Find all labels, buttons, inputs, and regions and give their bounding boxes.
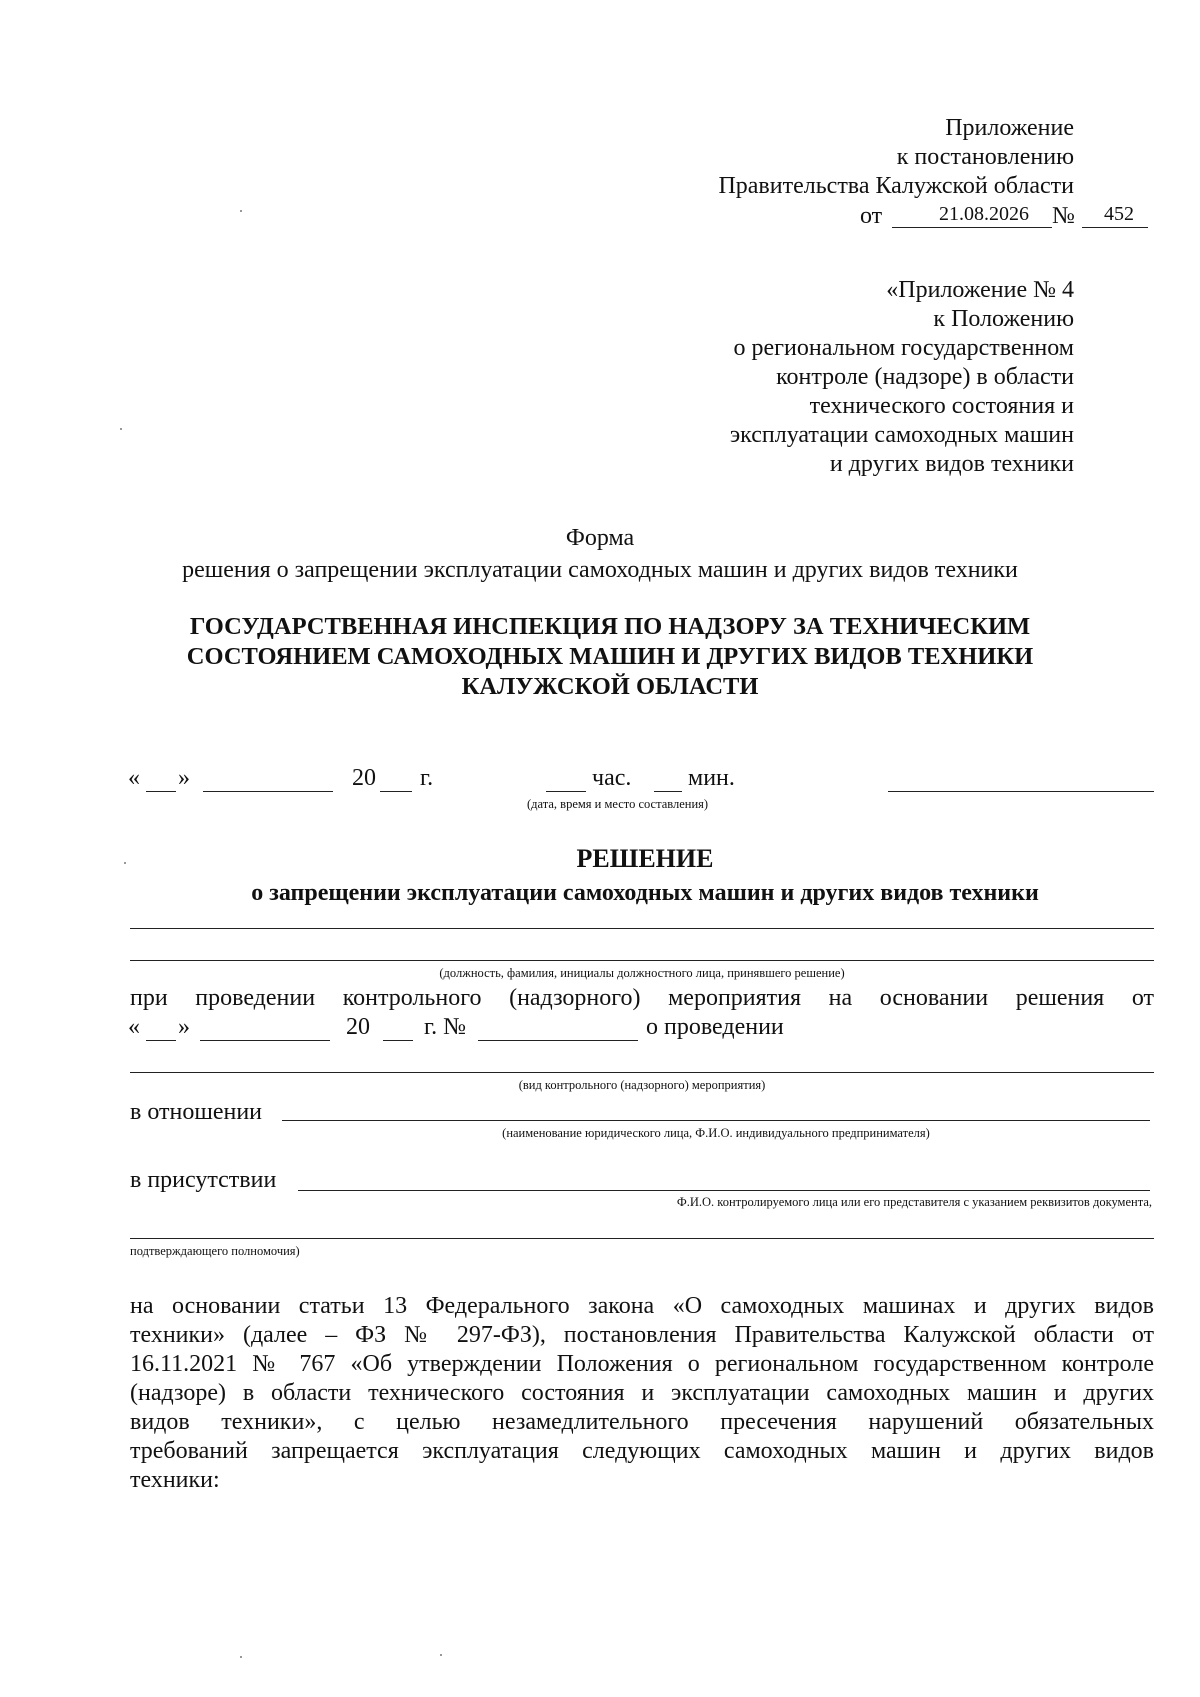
body-line-6: требований запрещается эксплуатация следующих самоходных машин и других видов <box>130 1438 1154 1464</box>
presence-caption-2: подтверждающего полномочия) <box>130 1244 300 1258</box>
basis-number-blank <box>478 1040 638 1041</box>
hours-blank <box>546 791 586 792</box>
body-line-3: 16.11.2021 № 767 «Об утверждении Положения о региональном государственном контроле <box>130 1351 1154 1377</box>
date-time-row <box>0 765 1200 825</box>
basis-end: о проведении <box>646 1014 784 1040</box>
appendix-line-2: к Положению <box>933 306 1074 332</box>
date-time-caption: (дата, время и место составления) <box>527 797 709 811</box>
number-prefix: № <box>1052 203 1075 229</box>
org-title-line-1: ГОСУДАРСТВЕННАЯ ИНСПЕКЦИЯ ПО НАДЗОРУ ЗА ТЕХНИЧЕСКИМ <box>189 613 1031 640</box>
body-line-5: видов техники», с целью незамедлительного пресечения нарушений обязательных <box>130 1409 1154 1435</box>
presence-blank <box>298 1190 1150 1191</box>
date-quote-open: « <box>128 765 140 791</box>
year-suffix: г. <box>420 765 434 791</box>
basis-day-blank <box>146 1040 176 1041</box>
day-blank <box>146 791 176 792</box>
decision-title: РЕШЕНИЕ <box>576 844 714 873</box>
scan-speck <box>240 1656 242 1658</box>
year-prefix: 20 <box>352 765 376 791</box>
form-caption <box>130 522 1070 586</box>
scan-speck <box>240 210 242 212</box>
basis-line-1 <box>130 984 1154 1013</box>
header-date-row <box>860 200 1160 232</box>
basis-month-blank <box>200 1040 330 1041</box>
date-quote-close: » <box>178 765 190 791</box>
body-line-2: техники» (далее – ФЗ № 297-ФЗ), постановления Правительства Калужской области от <box>130 1322 1154 1348</box>
month-blank <box>203 791 333 792</box>
hours-label: час. <box>592 765 632 791</box>
header-block <box>718 114 1074 201</box>
header-line-3: Правительства Калужской области <box>718 173 1074 199</box>
appendix-block <box>730 276 1074 479</box>
regarding-label: в отношении <box>130 1099 263 1125</box>
basis-line-2 <box>0 1014 1200 1046</box>
regarding-caption: (наименование юридического лица, Ф.И.О. индивидуального предпринимателя) <box>502 1126 930 1140</box>
header-line-2: к постановлению <box>896 144 1074 170</box>
org-title <box>130 612 1090 702</box>
body-paragraph <box>130 1292 1154 1495</box>
minutes-label: мин. <box>688 765 735 791</box>
body-last-line: техники: <box>130 1467 220 1493</box>
minutes-blank <box>654 791 682 792</box>
appendix-line-3: о региональном государственном <box>733 335 1074 361</box>
basis-text: при проведении контрольного (надзорного) мероприятия на основании решения от <box>130 985 1154 1011</box>
basis-year-prefix: 20 <box>346 1014 370 1040</box>
form-caption-line-2: решения о запрещении эксплуатации самоходных машин и других видов техники <box>182 557 1018 583</box>
event-blank <box>130 1072 1154 1073</box>
scan-speck <box>124 862 126 864</box>
appendix-line-1: «Приложение № 4 <box>886 277 1074 303</box>
basis-quote-close: » <box>178 1014 190 1040</box>
date-underline <box>892 227 1052 228</box>
body-line-1: на основании статьи 13 Федерального закона «О самоходных машинах и других видов <box>130 1293 1154 1319</box>
org-title-line-3: КАЛУЖСКОЙ ОБЛАСТИ <box>461 673 759 700</box>
regarding-blank <box>282 1120 1150 1121</box>
appendix-line-4: контроле (надзоре) в области <box>776 364 1074 390</box>
presence-caption: Ф.И.О. контролируемого лица или его представителя с указанием реквизитов документа, <box>676 1195 1152 1209</box>
org-title-line-2: СОСТОЯНИЕМ САМОХОДНЫХ МАШИН И ДРУГИХ ВИДОВ ТЕХНИКИ <box>186 643 1034 670</box>
official-caption: (должность, фамилия, инициалы должностного лица, принявшего решение) <box>439 966 845 980</box>
basis-quote-open: « <box>128 1014 140 1040</box>
body-line-4: (надзоре) в области технического состояния и эксплуатации самоходных машин и других <box>130 1380 1154 1406</box>
official-blank-1 <box>130 928 1154 929</box>
number-underline <box>1082 227 1148 228</box>
basis-year-blank <box>383 1040 413 1041</box>
scan-speck <box>440 1654 442 1656</box>
decision-subtitle: о запрещении эксплуатации самоходных машин и других видов техники <box>251 880 1039 906</box>
date-value: 21.08.2026 <box>939 203 1029 225</box>
number-value: 452 <box>1104 203 1134 225</box>
header-line-1: Приложение <box>945 115 1074 141</box>
place-blank <box>888 791 1154 792</box>
event-caption: (вид контрольного (надзорного) мероприятия) <box>518 1078 766 1092</box>
date-prefix: от <box>860 203 883 229</box>
appendix-line-7: и других видов техники <box>829 451 1074 477</box>
form-caption-line-1: Форма <box>565 525 635 551</box>
presence-blank-2 <box>130 1238 1154 1239</box>
appendix-line-5: технического состояния и <box>809 393 1074 419</box>
official-blank-2 <box>130 960 1154 961</box>
year-blank <box>380 791 412 792</box>
scan-speck <box>120 428 122 430</box>
appendix-line-6: эксплуатации самоходных машин <box>729 422 1074 448</box>
basis-year-suffix: г. № <box>424 1014 467 1040</box>
presence-label: в присутствии <box>130 1167 277 1193</box>
